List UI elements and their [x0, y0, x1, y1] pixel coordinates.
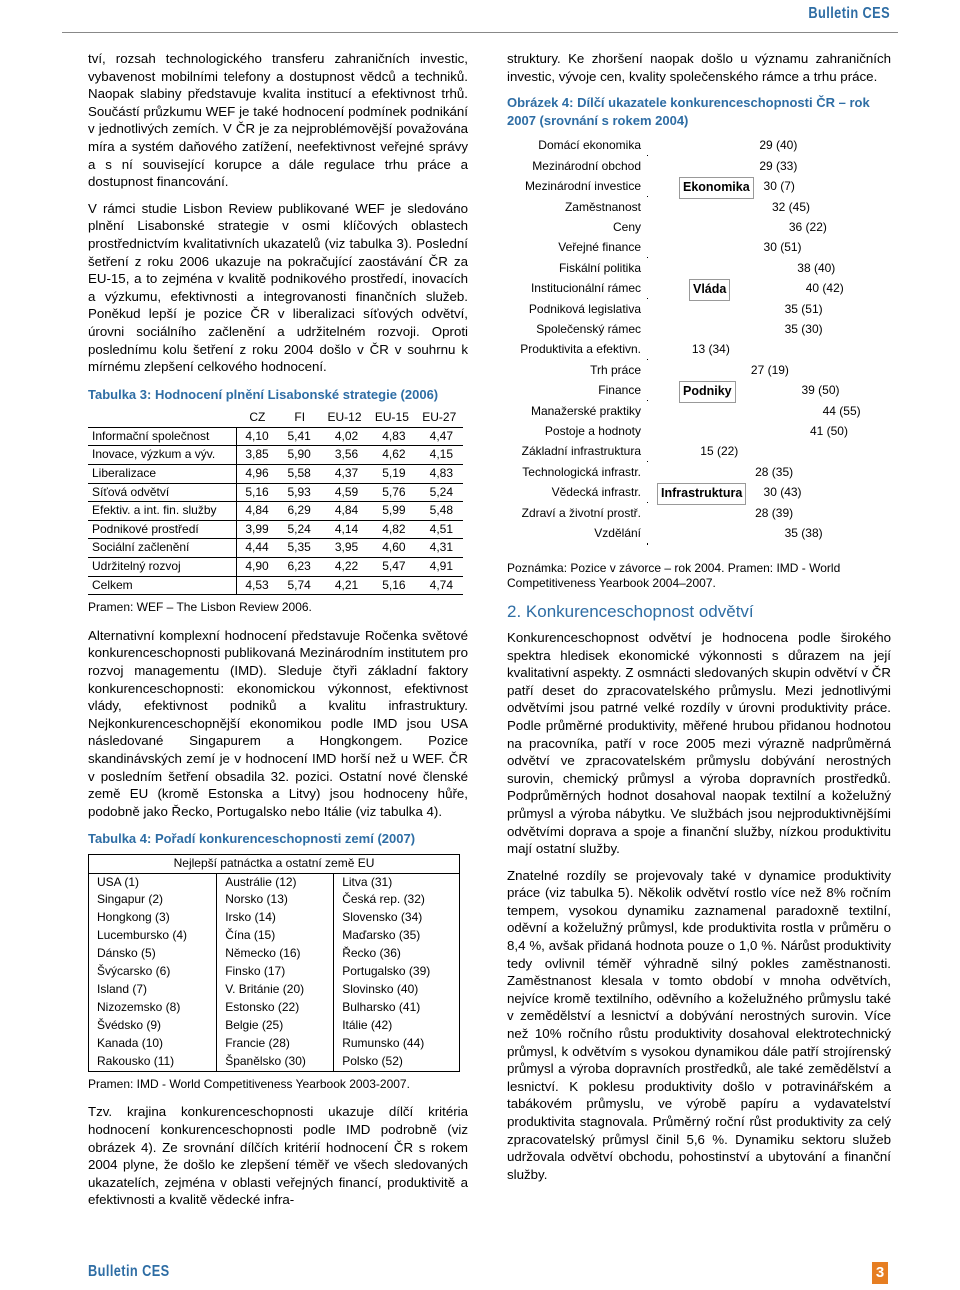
chart-group-label: Vláda	[689, 279, 730, 301]
table4-cell: Čína (15)	[217, 927, 334, 945]
table3-row	[88, 427, 463, 446]
chart-bar	[647, 197, 782, 217]
chart-category-label: Trh práce	[590, 362, 641, 377]
table3-cell: 3,95	[321, 539, 368, 558]
table3-cell: 4,22	[321, 558, 368, 577]
table4-cell: V. Británie (20)	[217, 981, 334, 999]
table3-cell: 5,47	[368, 558, 415, 577]
table4-cell: Slovensko (34)	[334, 909, 460, 927]
table3-cell: 4,62	[368, 446, 415, 465]
table3-cell: 5,90	[279, 446, 321, 465]
table3-cell: 5,48	[416, 502, 463, 521]
chart-category-label: Finance	[598, 383, 641, 398]
table4-cell: Rakousko (11)	[89, 1053, 217, 1071]
chart-category-label: Manažerské praktiky	[530, 403, 641, 418]
left-paragraph-3: Alternativní komplexní hodnocení představuje Ročenka světové konkurenceschopnosti publikovaná Mezinárodním institutem pro rozvoj managementu (IMD). Sleduje čtyři základní faktory konkurenceschopnosti: ekonomickou výkonnost, efektivnost vlády, efektivnost podniků a kvalitu infrastruktury. Nejkonkurenceschopnější ekonomikou podle IMD jsou USA následované Singapurem a Hongkongem. Pozice skandinávských zemí je v hodnocení IMD horší než u WEF. ČR v posledním šetření obsadila 32. pozici. Ostatní nové členské země EU (kromě Estonska a Litvy) jsou hodnoceny hůře, podobně jako Řecko, Portugalsko nebo Itálie (viz tabulka 4).	[88, 627, 468, 819]
table4-row	[89, 891, 460, 909]
table4-cell: Portugalsko (39)	[334, 963, 460, 981]
chart-value-label: 36 (22)	[788, 219, 827, 234]
table4-row	[89, 909, 460, 927]
chart-value-label: 41 (50)	[809, 423, 848, 438]
table4-cell: Nizozemsko (8)	[89, 999, 217, 1017]
chart-bar	[647, 237, 774, 257]
chart-bar	[647, 360, 761, 380]
header-brand: Bulletin CES	[808, 5, 890, 22]
table3-cell: 4,44	[236, 539, 279, 558]
chart-category-label: Společenský rámec	[536, 321, 641, 336]
chart-category-label: Technologická infrastr.	[522, 464, 641, 479]
table3-row	[88, 446, 463, 465]
table4-cell: Norsko (13)	[217, 891, 334, 909]
table3-row-label: Inovace, výzkum a výv.	[88, 446, 236, 465]
table4	[88, 854, 460, 1072]
table3-cell: 4,96	[236, 465, 279, 484]
table3	[88, 409, 463, 595]
table4-row	[89, 963, 460, 981]
table3-cell: 4,83	[368, 427, 415, 446]
chart-value-label: 30 (51)	[763, 240, 802, 255]
chart-value-label: 28 (35)	[755, 464, 794, 479]
chart-group-label: Infrastruktura	[657, 483, 746, 505]
table3-cell: 4,84	[236, 502, 279, 521]
table4-row	[89, 999, 460, 1017]
table3-cell: 4,59	[321, 483, 368, 502]
right-column	[507, 50, 891, 1192]
chart-value-label: 29 (40)	[759, 138, 798, 153]
table3-cell: 4,31	[416, 539, 463, 558]
table3-cell: 5,24	[279, 520, 321, 539]
chart-category-label: Produktivita a efektivn.	[520, 342, 641, 357]
table3-cell: 4,15	[416, 446, 463, 465]
chart-bar	[647, 278, 816, 298]
chart-group-label: Ekonomika	[679, 177, 754, 199]
footer-brand: Bulletin CES	[88, 1263, 170, 1280]
page-number: 3	[872, 1262, 888, 1284]
table4-row	[89, 1035, 460, 1053]
chart-value-label: 29 (33)	[759, 158, 798, 173]
chart-value-label: 32 (45)	[771, 199, 810, 214]
table3-row	[88, 539, 463, 558]
table3-cell: 5,41	[279, 427, 321, 446]
chart-value-label: 44 (55)	[822, 403, 861, 418]
table3-cell: 6,29	[279, 502, 321, 521]
table3-row	[88, 558, 463, 577]
chart-value-label: 15 (22)	[700, 444, 739, 459]
table4-cell: Slovinsko (40)	[334, 981, 460, 999]
table3-header-cell	[88, 409, 236, 427]
left-paragraph-4: Tzv. krajina konkurenceschopnosti ukazuje dílčí kritéria hodnocení konkurenceschopnosti podle IMD podrobně (viz obrázek 4). Ze srovnání dílčích kritérií hodnocení ČR s rokem 2004 plyne, že došlo ke zlepšení téměř ve všech sledovaných ukazatelích, zejména v oblasti veřejných financí, produktivitě a efektivnosti a kvalitě vědecké infra-	[88, 1104, 468, 1208]
table4-cell: Švédsko (9)	[89, 1017, 217, 1035]
table3-cell: 4,14	[321, 520, 368, 539]
table3-header-cell: EU-12	[321, 409, 368, 427]
chart-value-label: 38 (40)	[797, 260, 836, 275]
table4-cell: Irsko (14)	[217, 909, 334, 927]
chart-category-label: Vzdělání	[594, 525, 641, 540]
table4-cell: Singapur (2)	[89, 891, 217, 909]
left-paragraph-2: V rámci studie Lisbon Review publikované WEF je sledováno plnění Lisabonské strategie v osmi klíčových oblastech prostřednictvím kvalitativních ukazatelů (viz tabulka 3). Poslední šetření z roku 2006 ukazuje na pokračující zaostávání ČR za EU-15, a to zejména v kvalitě podnikového prostředí, inovacích a výzkumu, efektivnosti a integrovanosti finančních služeb. Poněkud lepší je pozice ČR v liberalizaci síťových odvětví, úrovni sociálního začlenění a udržitelném rozvoji. Oproti poslednímu kolu šetření z roku 2004 došlo v ČR v souhrnu k mírnému zlepšení celkového hodnocení.	[88, 200, 468, 375]
chart-bar	[647, 421, 820, 441]
table3-cell: 5,74	[279, 576, 321, 595]
table4-cell: Kanada (10)	[89, 1035, 217, 1053]
chart-category-label: Základní infrastruktura	[521, 444, 641, 459]
table4-cell: Španělsko (30)	[217, 1053, 334, 1071]
table4-row	[89, 1053, 460, 1071]
chart-value-label: 13 (34)	[691, 342, 730, 357]
table4-cell: Austrálie (12)	[217, 873, 334, 891]
chart-category-label: Postoje a hodnoty	[544, 423, 641, 438]
left-paragraph-1: tví, rozsah technologického transferu zahraničních investic, vybavenost mobilními telefony a dostupnost vědců a techniků. Naopak slabiny představuje kvalita institucí a efektivnost trhů. Součástí průzkumu WEF je také hodnocení podmínek podnikání v jednotlivých zemích. V ČR je za nejproblémovější považována míra a systém daňového zatížení, neefektivnost veřejné správy a s ní související korupce a dále regulace trhu práce a dostupnost financování.	[88, 51, 468, 190]
table3-source: Pramen: WEF – The Lisbon Review 2006.	[88, 600, 312, 615]
table4-cell: Finsko (17)	[217, 963, 334, 981]
table3-cell: 3,99	[236, 520, 279, 539]
table3-body	[88, 427, 463, 594]
chart-value-label: 35 (51)	[784, 301, 823, 316]
table3-cell: 5,19	[368, 465, 415, 484]
table4-cell: Rumunsko (44)	[334, 1035, 460, 1053]
table3-cell: 4,10	[236, 427, 279, 446]
table3-row	[88, 502, 463, 521]
table4-cell: USA (1)	[89, 873, 217, 891]
chart-bar	[647, 135, 769, 155]
table4-cell: Česká rep. (32)	[334, 891, 460, 909]
figure4-chart	[507, 135, 891, 555]
table3-row-label: Celkem	[88, 576, 236, 595]
figure4-title: Obrázek 4: Dílčí ukazatele konkurenceschopnosti ČR – rok 2007 (srovnání s rokem 2004)	[507, 95, 870, 128]
table3-cell: 4,60	[368, 539, 415, 558]
table3-header-cell: FI	[279, 409, 321, 427]
table3-cell: 4,47	[416, 427, 463, 446]
chart-value-label: 35 (38)	[784, 525, 823, 540]
table4-cell: Estonsko (22)	[217, 999, 334, 1017]
chart-category-label: Domácí ekonomika	[538, 138, 641, 153]
table3-row-label: Podnikové prostředí	[88, 520, 236, 539]
table4-cell: Francie (28)	[217, 1035, 334, 1053]
chart-bar	[647, 258, 807, 278]
table3-row	[88, 576, 463, 595]
table3-cell: 5,93	[279, 483, 321, 502]
table3-cell: 4,83	[416, 465, 463, 484]
table4-title: Tabulka 4: Pořadí konkurenceschopnosti zemí (2007)	[88, 831, 416, 847]
chart-group-label: Podniky	[679, 381, 736, 403]
table4-cell: Dánsko (5)	[89, 945, 217, 963]
table4-caption: Nejlepší patnáctka a ostatní země EU	[89, 854, 460, 873]
table4-cell: Itálie (42)	[334, 1017, 460, 1035]
chart-category-label: Zaměstnanost	[564, 199, 641, 214]
table3-row-label: Síťová odvětví	[88, 483, 236, 502]
table3-cell: 5,16	[368, 576, 415, 595]
table3-cell: 4,53	[236, 576, 279, 595]
table3-row-label: Udržitelný rozvoj	[88, 558, 236, 577]
table4-cell: Hongkong (3)	[89, 909, 217, 927]
chart-bar	[647, 156, 769, 176]
table3-row	[88, 465, 463, 484]
chart-bar	[647, 401, 833, 421]
table3-cell: 4,84	[321, 502, 368, 521]
chart-value-label: 27 (19)	[750, 362, 789, 377]
table3-cell: 5,16	[236, 483, 279, 502]
table3-cell: 5,99	[368, 502, 415, 521]
chart-bar	[647, 503, 765, 523]
chart-value-label: 39 (50)	[801, 383, 840, 398]
table3-cell: 5,24	[416, 483, 463, 502]
right-paragraph-1: Konkurenceschopnost odvětví je hodnocena podle širokého spektra hledisek ekonomické výkonnosti s důrazem na její kvalitativní aspekty. Z osmnácti sledovaných skupin odvětví v ČR patří deset do zpracovatelského průmyslu. Mezi jednotlivými odvětvími jsou patrné velké rozdíly v úrovni produktivity práce. Podle průměrné produktivity, měřené hrubou přidanou hodnotou na pracovníka, patří v roce 2005 mezi výrazně nadprůměrná odvětví ve zpracovatelském průmyslu dobývání nerostných surovin, chemický průmysl a výroba dopravních prostředků. Podprůměrných hodnot dosahoval naopak textilní a koželužný průmysl a výroba nábytku. Ve službách jsou nejproduktivnějšími odvětvími doprava a spoje a finanční služby, nízkou produktivitu mají ostatní služby.	[507, 629, 891, 857]
figure4-note: Poznámka: Pozice v závorce – rok 2004. Pramen: IMD - World Competitiveness Yearbook 2004–2007.	[507, 561, 841, 591]
chart-bar	[647, 319, 795, 339]
table4-cell: Maďarsko (35)	[334, 927, 460, 945]
chart-category-label: Zdraví a životní prostř.	[521, 505, 641, 520]
table4-cell: Německo (16)	[217, 945, 334, 963]
table3-cell: 5,58	[279, 465, 321, 484]
table4-row	[89, 927, 460, 945]
table3-cell: 5,35	[279, 539, 321, 558]
chart-category-label: Mezinárodní obchod	[532, 158, 641, 173]
section-heading: 2. Konkurenceschopnost odvětví	[507, 602, 754, 622]
table4-cell: Řecko (36)	[334, 945, 460, 963]
table4-cell: Švýcarsko (6)	[89, 963, 217, 981]
table3-cell: 4,51	[416, 520, 463, 539]
table3-cell: 4,02	[321, 427, 368, 446]
chart-bar	[647, 462, 765, 482]
table3-header-row	[88, 409, 463, 427]
table4-cell: Lucembursko (4)	[89, 927, 217, 945]
chart-value-label: 35 (30)	[784, 321, 823, 336]
chart-category-label: Mezinárodní investice	[524, 179, 641, 194]
table4-row	[89, 981, 460, 999]
left-column	[88, 50, 468, 1218]
header-rule	[62, 32, 898, 33]
chart-bar	[647, 299, 795, 319]
table3-row	[88, 520, 463, 539]
chart-value-label: 30 (43)	[763, 485, 802, 500]
right-paragraph-0: struktury. Ke zhoršení naopak došlo u významu zahraničních investic, vývoje cen, kvality společenského rámce a trhu práce.	[507, 51, 891, 84]
table3-title: Tabulka 3: Hodnocení plnění Lisabonské strategie (2006)	[88, 386, 439, 402]
chart-category-label: Institucionální rámec	[530, 281, 641, 296]
table4-caption-row	[89, 854, 460, 873]
table3-row-label: Efektiv. a int. fin. služby	[88, 502, 236, 521]
table4-cell: Bulharsko (41)	[334, 999, 460, 1017]
table4-row	[89, 873, 460, 891]
table3-header-cell: EU-27	[416, 409, 463, 427]
table4-cell: Litva (31)	[334, 873, 460, 891]
table4-cell: Island (7)	[89, 981, 217, 999]
chart-value-label: 28 (39)	[755, 505, 794, 520]
table3-cell: 3,85	[236, 446, 279, 465]
table3-cell: 6,23	[279, 558, 321, 577]
table3-cell: 4,82	[368, 520, 415, 539]
table3-row	[88, 483, 463, 502]
chart-category-label: Fiskální politika	[558, 260, 641, 275]
table4-cell: Belgie (25)	[217, 1017, 334, 1035]
table3-cell: 3,56	[321, 446, 368, 465]
table3-header-cell: EU-15	[368, 409, 415, 427]
table3-row-label: Sociální začlenění	[88, 539, 236, 558]
table4-cell: Polsko (52)	[334, 1053, 460, 1071]
table3-header-cell: CZ	[236, 409, 279, 427]
chart-value-label: 30 (7)	[763, 179, 795, 194]
table3-cell: 5,76	[368, 483, 415, 502]
right-paragraph-2: Znatelné rozdíly se projevovaly také v dynamice produktivity práce (viz tabulka 5). Několik odvětví rostlo více než 8% ročním tempem, vysokou dynamiku zaznamenal paradoxně textilní, oděvní a koželužný průmysl, kde produktivita rostla v průměru o 8,4 %, avšak přidaná hodnota pouze o 1,0 %. Nárůst produktivity tedy ovlivnil téměř výhradně silný pokles zaměstnanosti. Zaměstnanost klesala v tomto období v mnoha odvětvích, nejvíce kromě textilního, oděvního a koželužného průmyslu také v zemědělství a lesnictví a dobývání nerostných surovin. Více než 10% ročního růstu produktivity dosahoval elektrotechnický průmysl, k odvětvím s vysokou dynamikou dále patří strojírenský průmysl a výroba dopravních prostředků, ale také zemědělství a lesnictví. K poklesu produktivity došlo v potravinářském a tabákovém průmyslu, ve výrobě papíru a vydavatelství produktivita stagnovala. Průměrný roční růst produktivity za celý zpracovatelský průmysl činil 5,6 %. Dynamiku sektoru služeb udržovala odvětví obchodu, pohostinství a ubytování a finanční služby.	[507, 867, 891, 1182]
table3-cell: 4,74	[416, 576, 463, 595]
chart-category-label: Ceny	[612, 219, 641, 234]
chart-category-label: Vědecká infrastr.	[551, 485, 641, 500]
table3-row-label: Informační společnost	[88, 427, 236, 446]
table3-cell: 4,37	[321, 465, 368, 484]
chart-bar	[647, 523, 795, 543]
table3-cell: 4,21	[321, 576, 368, 595]
table3-row-label: Liberalizace	[88, 465, 236, 484]
table4-row	[89, 1017, 460, 1035]
chart-bar	[647, 217, 799, 237]
chart-category-label: Podniková legislativa	[528, 301, 641, 316]
chart-value-label: 40 (42)	[805, 281, 844, 296]
table3-cell: 4,90	[236, 558, 279, 577]
table3-cell: 4,91	[416, 558, 463, 577]
chart-category-label: Veřejné finance	[558, 240, 641, 255]
table4-source: Pramen: IMD - World Competitiveness Yearbook 2003-2007.	[88, 1076, 410, 1091]
table4-row	[89, 945, 460, 963]
